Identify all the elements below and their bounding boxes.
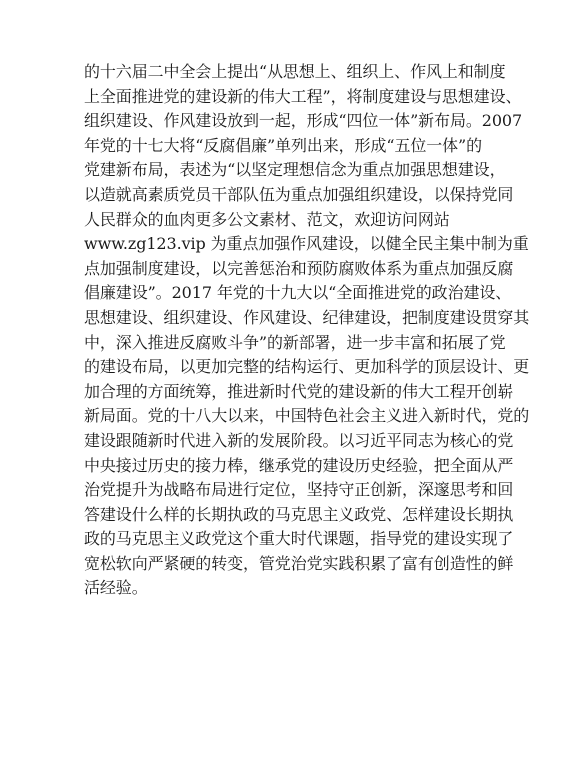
text-line: 建设跟随新时代进入新的发展阶段。以习近平同志为核心的党 xyxy=(84,430,514,450)
text-line: 组织建设、作风建设放到一起，形成“四位一体”新布局。2007 xyxy=(84,111,523,131)
text-line: 点加强制度建设，以完善惩治和预防腐败体系为重点加强反腐 xyxy=(84,258,514,278)
text-line: 的建设布局，以更加完整的结构运行、更加科学的顶层设计、更 xyxy=(84,357,530,377)
text-line: 思想建设、组织建设、作风建设、纪律建设，把制度建设贯穿其 xyxy=(84,307,530,327)
text-line: 答建设什么样的长期执政的马克思主义政党、怎样建设长期执 xyxy=(84,504,514,524)
text-line: 党建新布局，表述为“以坚定理想信念为重点加强思想建设， xyxy=(84,160,506,180)
text-line: 宽松软向严紧硬的转变，管党治党实践积累了富有创造性的鲜 xyxy=(84,553,514,573)
text-line: 年党的十七大将“反腐倡廉”单列出来，形成“五位一体”的 xyxy=(84,135,483,155)
body-paragraph xyxy=(84,60,530,601)
text-line: www.zg123.vip 为重点加强作风建设，以健全民主集中制为重 xyxy=(84,234,529,254)
text-line: 加合理的方面统筹，推进新时代党的建设新的伟大工程开创崭 xyxy=(84,381,514,401)
text-line: 中，深入推进反腐败斗争”的新部署，进一步丰富和拓展了党 xyxy=(84,332,506,352)
text-line: 上全面推进党的建设新的伟大工程”，将制度建设与思想建设、 xyxy=(84,86,522,106)
text-line: 人民群众的血肉更多公文素材、范文，欢迎访问网站 xyxy=(84,209,450,229)
text-line: 以造就高素质党员干部队伍为重点加强组织建设，以保持党同 xyxy=(84,184,514,204)
text-line: 新局面。党的十八大以来，中国特色社会主义进入新时代，党的 xyxy=(84,406,530,426)
text-line: 政的马克思主义政党这个重大时代课题，指导党的建设实现了 xyxy=(84,529,514,549)
text-line: 的十六届二中全会上提出“从思想上、组织上、作风上和制度 xyxy=(84,62,506,81)
text-line: 活经验。 xyxy=(84,578,148,598)
text-line: 倡廉建设”。2017 年党的十九大以“全面推进党的政治建设、 xyxy=(84,283,512,303)
text-line: 中央接过历史的接力棒，继承党的建设历史经验，把全面从严 xyxy=(84,455,514,475)
text-line: 治党提升为战略布局进行定位，坚持守正创新，深邃思考和回 xyxy=(84,480,514,500)
